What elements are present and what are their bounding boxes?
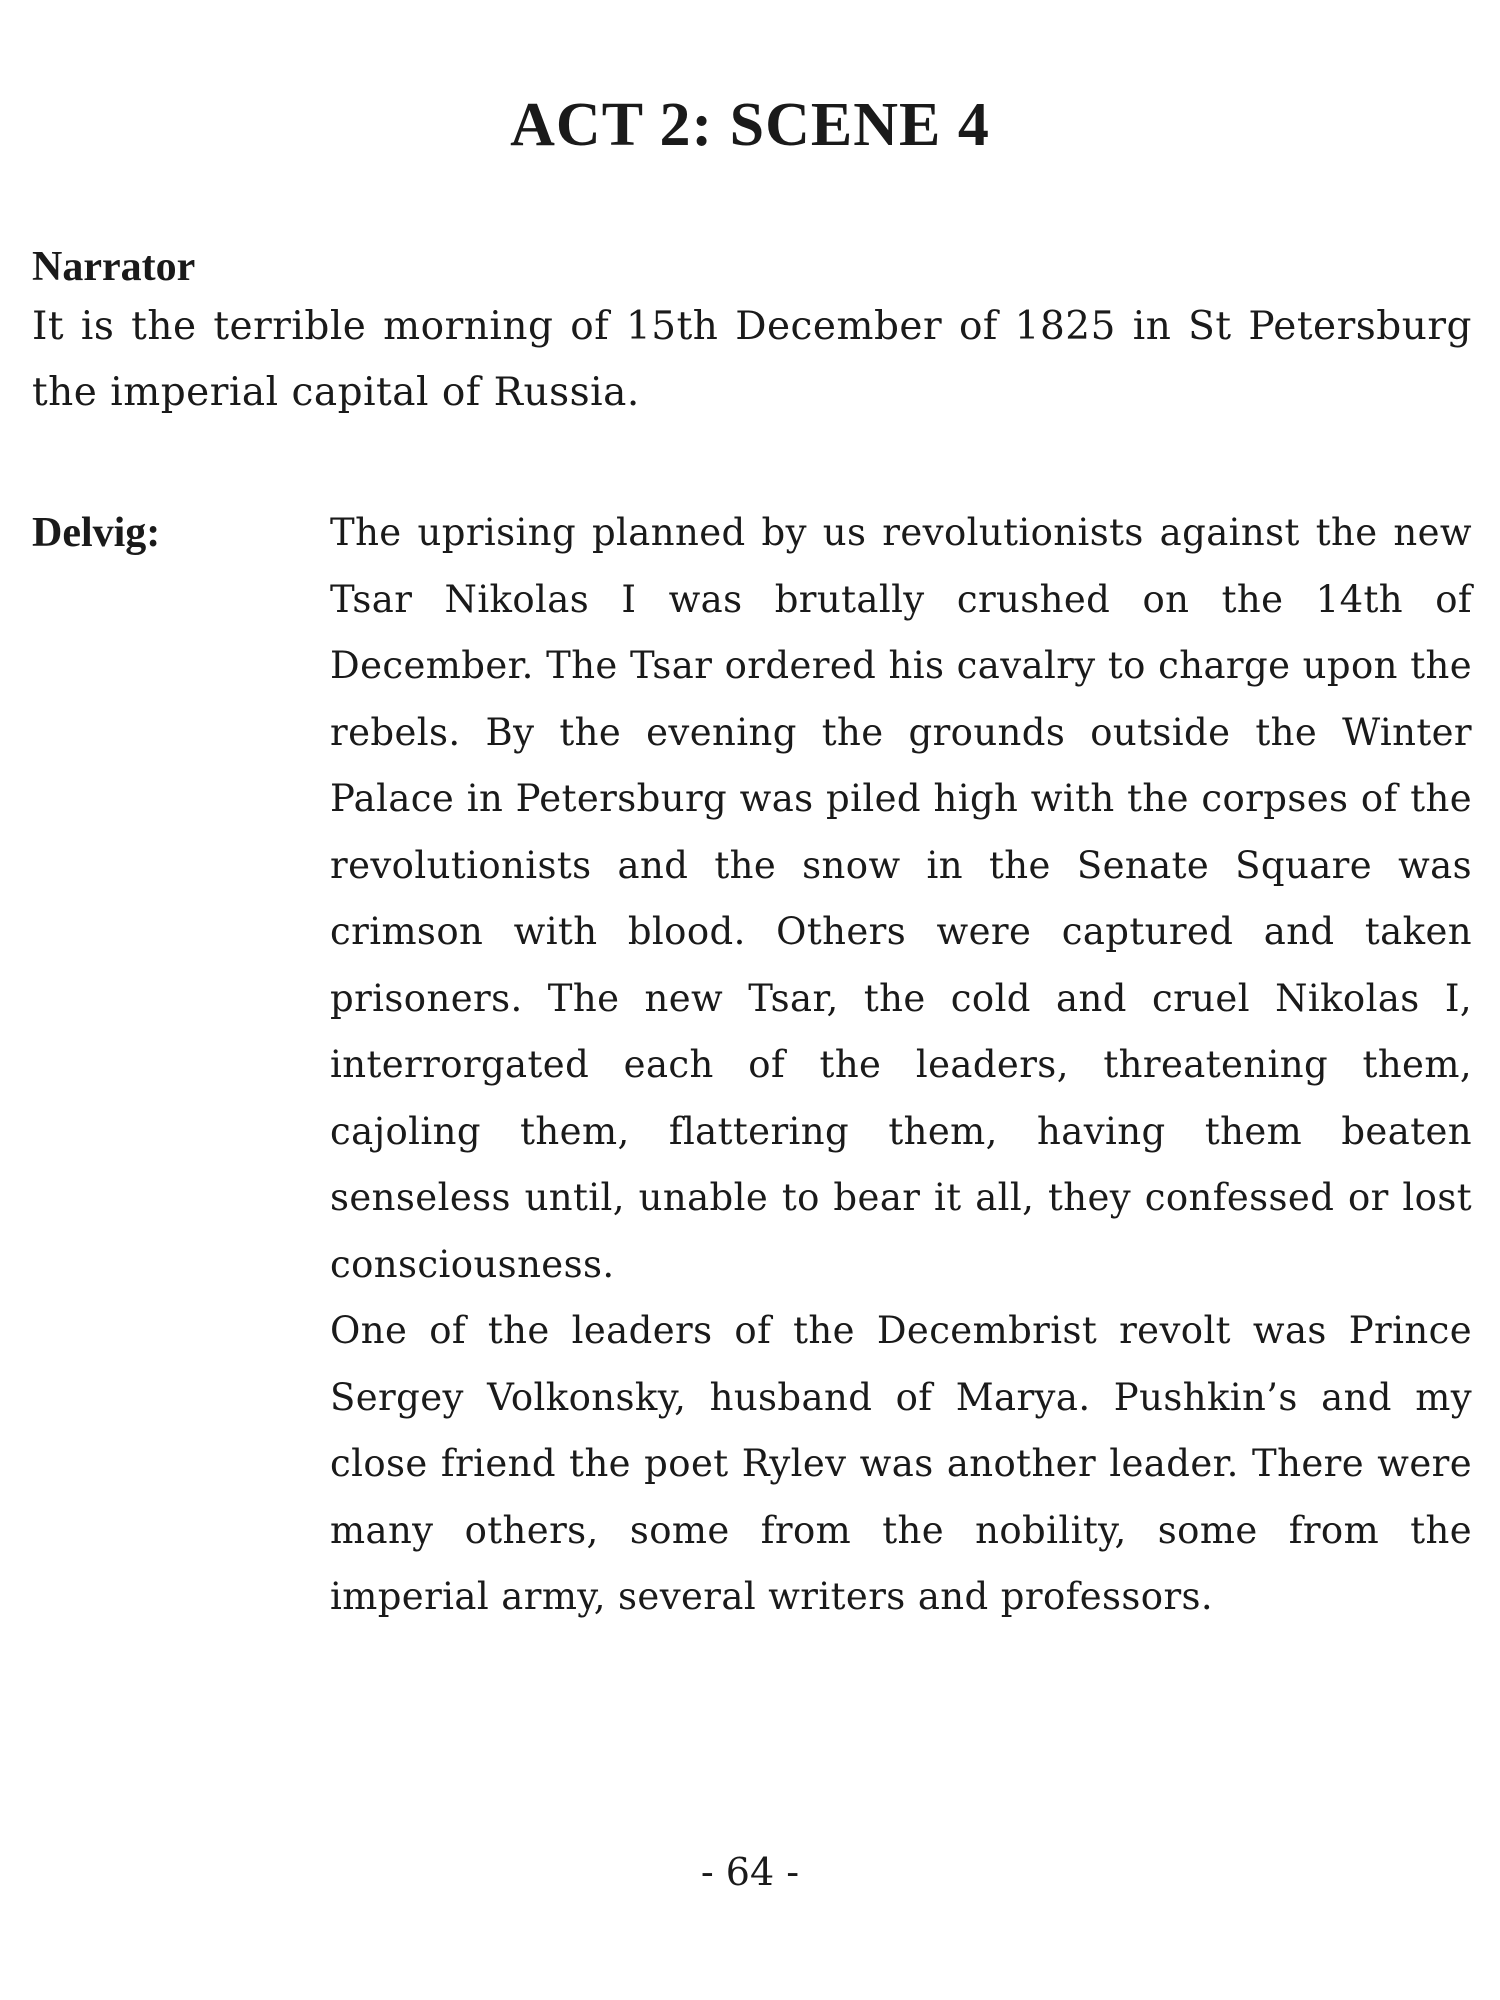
speech-paragraph: The uprising planned by us revolutionists against the new Tsar Nikolas I was brutally crushed on the 14th of December. The Tsar ordered his cavalry to charge upon the rebels. By the evening the grounds outside the Winter Palace in Petersburg was piled high with the corpses of the revolutionists and the snow in the Senate Square was crimson with blood. Others were captured and taken prisoners. The new Tsar, the cold and cruel Nikolas I, interrorgated each of the leaders, threatening them, cajoling them, flattering them, having them beaten senseless until, unable to bear it all, they confessed or lost consciousness.: [330, 511, 1472, 1286]
scene-title: ACT 2: SCENE 4: [510, 91, 990, 159]
speech-body: [330, 500, 1472, 1631]
narrator-heading: Narrator: [32, 244, 196, 290]
speaker-label: Delvig:: [32, 510, 161, 556]
page-number: - 64 -: [700, 1850, 800, 1894]
narrator-text: It is the terrible morning of 15th December of 1825 in St Petersburg the imperial capital of Russia.: [32, 304, 1472, 415]
narrator-section: [32, 240, 1472, 426]
speech-paragraph: One of the leaders of the Decembrist revolt was Prince Sergey Volkonsky, husband of Marya. Pushkin’s and my close friend the poet Rylev was another leader. There were many others, some from the nobility, some from the imperial army, several writers and professors.: [330, 1309, 1472, 1618]
